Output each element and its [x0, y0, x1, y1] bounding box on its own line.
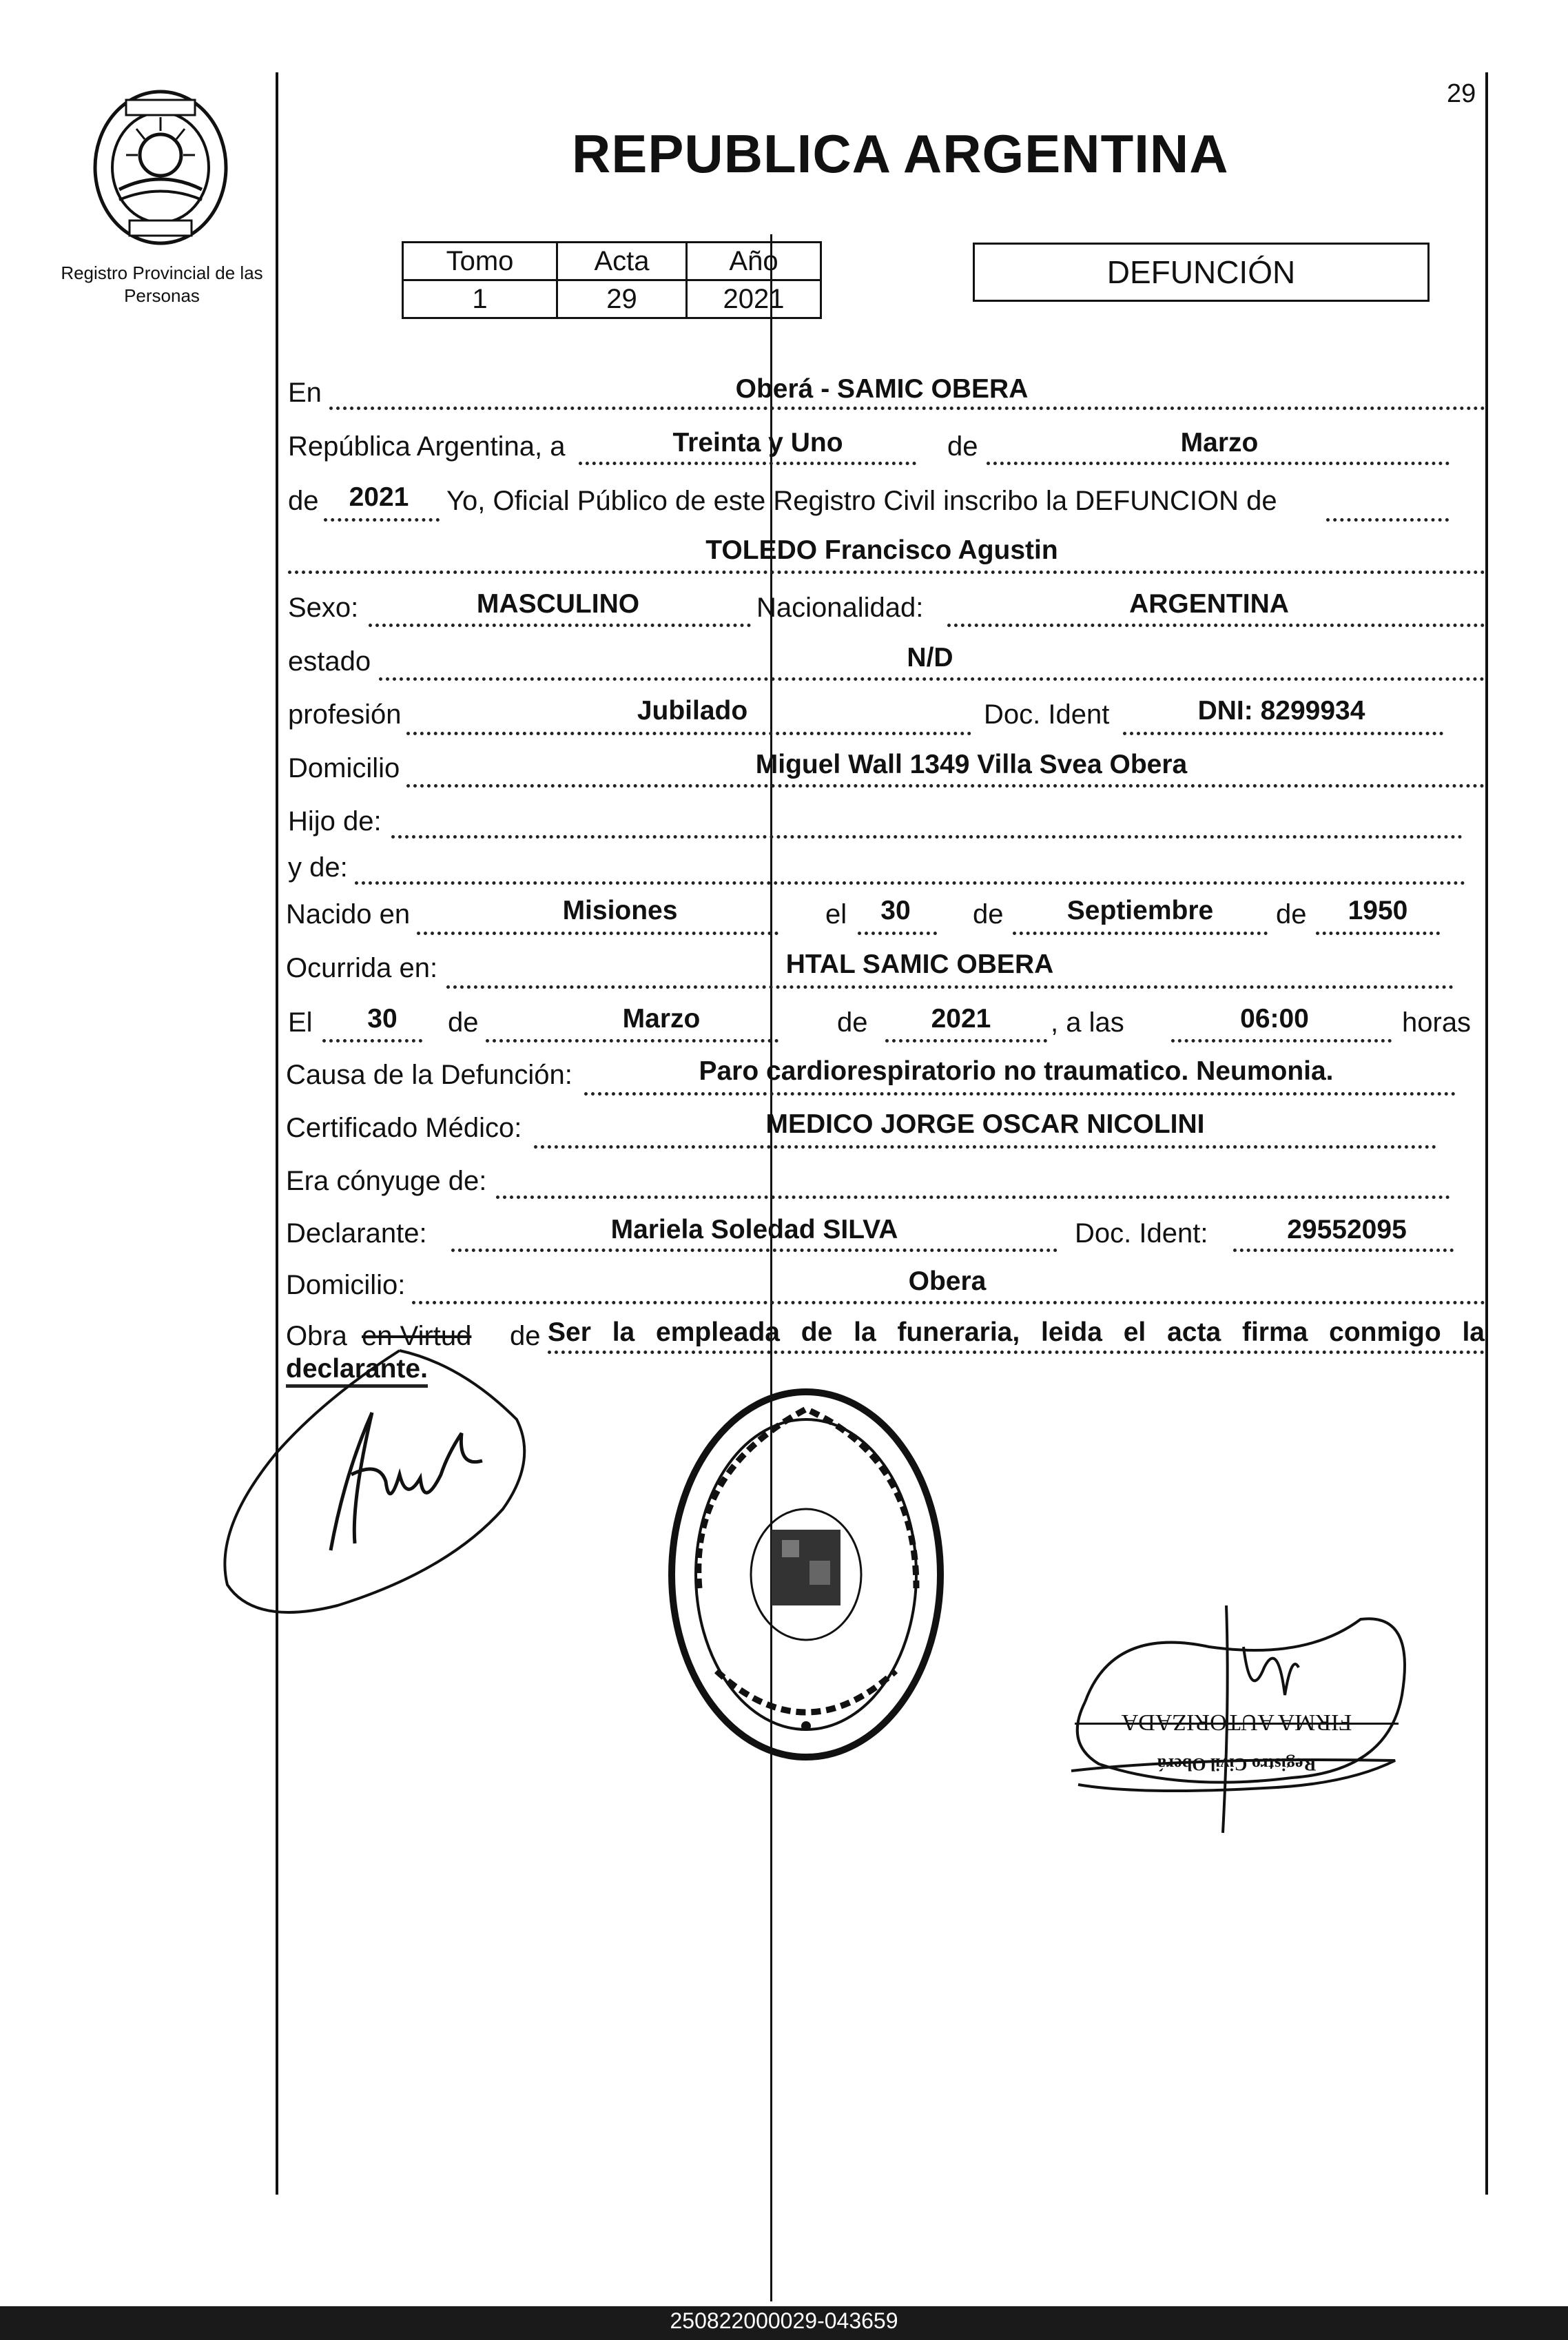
de2-label: de	[288, 486, 319, 516]
authorized-stamp-line1: FIRMA AUTORIZADA	[1121, 1710, 1352, 1735]
mes-line	[987, 462, 1450, 465]
def-dia-line	[322, 1039, 422, 1043]
de4-label: de	[1276, 899, 1307, 930]
nacido-label: Nacido en	[286, 899, 411, 930]
obra-label-3: de	[510, 1321, 541, 1351]
def-mes-line	[486, 1039, 778, 1043]
hijo-label: Hijo de:	[288, 806, 382, 837]
domicilio2-value: Obera	[908, 1266, 987, 1296]
alas-label: , a las	[1051, 1007, 1124, 1038]
nac-dia-line	[858, 932, 937, 935]
nac-anio-line	[1316, 932, 1440, 935]
province-seal	[88, 86, 233, 248]
certificado-line	[534, 1145, 1436, 1149]
nac-anio-value: 1950	[1348, 896, 1408, 925]
ref-value-acta: 29	[556, 279, 688, 319]
doc-type-box: DEFUNCIÓN	[973, 243, 1430, 302]
sexo-label: Sexo:	[288, 593, 359, 623]
domicilio-label: Domicilio	[288, 753, 400, 783]
def-anio-line	[885, 1039, 1047, 1043]
authorized-stamp-line2: Registro Civil Oberá	[1157, 1754, 1317, 1774]
estado-label: estado	[288, 646, 371, 677]
doc2-label: Doc. Ident:	[1075, 1218, 1208, 1249]
ref-header-anio: Año	[685, 241, 822, 281]
obra-line-1: Ser la empleada de la funeraria, leida el acta firma conmigo la	[548, 1317, 1485, 1354]
authorized-signature	[1058, 1599, 1416, 1847]
ocurrida-line	[446, 985, 1454, 989]
doc-label: Doc. Ident	[984, 699, 1110, 730]
registry-name: Registro Provincial de las Personas	[61, 263, 263, 306]
republica-label: República Argentina, a	[288, 431, 566, 462]
nacionalidad-line	[947, 624, 1485, 627]
nac-mes-value: Septiembre	[1066, 896, 1214, 925]
nacido-line	[417, 932, 778, 935]
obra-label-2: en Virtud	[362, 1321, 472, 1351]
page-number: 29	[1447, 79, 1476, 108]
right-margin-line	[1485, 72, 1488, 2195]
declarante-label: Declarante:	[286, 1218, 427, 1249]
sexo-line	[369, 624, 751, 627]
ref-value-tomo: 1	[402, 279, 558, 319]
ref-header-acta: Acta	[556, 241, 688, 281]
en-label: En	[288, 378, 322, 408]
declarante-line	[451, 1249, 1058, 1252]
de3-label: de	[973, 899, 1004, 930]
nombre-line	[288, 571, 1485, 574]
causa-line	[584, 1092, 1456, 1096]
causa-label: Causa de la Defunción:	[286, 1060, 572, 1090]
domicilio2-label: Domicilio:	[286, 1270, 406, 1300]
def-anio-value: 2021	[931, 1004, 991, 1034]
el1-label: el	[825, 899, 847, 930]
ref-header-tomo: Tomo	[402, 241, 558, 281]
fallecido-nombre: TOLEDO Francisco Agustin	[705, 535, 1058, 565]
causa-value: Paro cardiorespiratorio no traumatico. Neumonia.	[699, 1056, 1334, 1086]
nac-dia-value: 30	[880, 896, 911, 925]
de5-label: de	[448, 1007, 479, 1038]
nacionalidad-label: Nacionalidad:	[756, 593, 924, 623]
el2-label: El	[288, 1007, 313, 1038]
obra-label-1: Obra	[286, 1321, 347, 1351]
domicilio-line	[406, 784, 1485, 788]
ref-value-anio: 2021	[685, 279, 822, 319]
y-de-line	[355, 881, 1465, 885]
def-mes-value: Marzo	[622, 1004, 701, 1034]
dia-texto: Treinta y Uno	[672, 428, 843, 458]
barcode-number: 250822000029-043659	[670, 2308, 898, 2333]
horas-label: horas	[1402, 1007, 1472, 1038]
de6-label: de	[837, 1007, 868, 1038]
doc2-value: 29552095	[1287, 1215, 1407, 1244]
dia-line	[579, 462, 916, 465]
nacido-value: Misiones	[562, 896, 678, 925]
en-line	[329, 407, 1485, 410]
profesion-label: profesión	[288, 699, 402, 730]
inscribo-line	[1326, 518, 1449, 522]
conyuge-label: Era cónyuge de:	[286, 1166, 487, 1196]
declarante-value: Mariela Soledad SILVA	[610, 1215, 898, 1244]
inscribo-text: Yo, Oficial Público de este Registro Civil inscribo la DEFUNCION de	[446, 486, 1277, 516]
estado-value: N/D	[907, 643, 953, 673]
ocurrida-label: Ocurrida en:	[286, 953, 438, 983]
official-stamp	[661, 1382, 951, 1767]
mes-value: Marzo	[1180, 428, 1259, 458]
profesion-value: Jubilado	[637, 696, 748, 726]
hora-line	[1171, 1039, 1392, 1043]
hijo-line	[391, 835, 1463, 839]
page-title: REPUBLICA ARGENTINA	[572, 123, 1229, 184]
hora-value: 06:00	[1240, 1004, 1309, 1034]
domicilio2-line	[412, 1301, 1485, 1304]
conyuge-line	[496, 1195, 1450, 1199]
doc2-line	[1233, 1249, 1454, 1252]
certificado-label: Certificado Médico:	[286, 1113, 522, 1143]
anio-value: 2021	[349, 482, 409, 512]
ocurrida-value: HTAL SAMIC OBERA	[785, 950, 1054, 979]
left-margin-line	[276, 72, 278, 2195]
nacionalidad-value: ARGENTINA	[1129, 589, 1289, 619]
obra-line-2: declarante.	[286, 1354, 428, 1388]
declarant-signature	[214, 1337, 537, 1626]
doc-value: DNI: 8299934	[1197, 696, 1365, 726]
y-de-label: y de:	[288, 852, 348, 883]
nac-mes-line	[1013, 932, 1268, 935]
sexo-value: MASCULINO	[476, 589, 640, 619]
de1-label: de	[947, 431, 978, 462]
profesion-line	[406, 732, 971, 735]
doc-line	[1123, 732, 1443, 735]
def-dia-value: 30	[367, 1004, 398, 1034]
anio-line	[324, 518, 440, 522]
domicilio-value: Miguel Wall 1349 Villa Svea Obera	[755, 750, 1188, 779]
en-value: Oberá - SAMIC OBERA	[735, 374, 1029, 404]
estado-line	[379, 677, 1485, 681]
certificado-value: MEDICO JORGE OSCAR NICOLINI	[765, 1109, 1205, 1139]
